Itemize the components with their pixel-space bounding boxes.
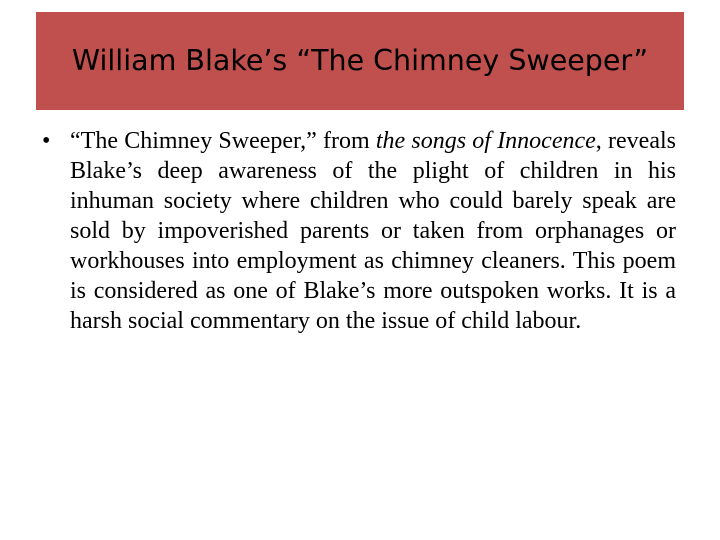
bullet-icon: • bbox=[42, 128, 51, 154]
slide-body bbox=[42, 126, 678, 336]
bullet-item bbox=[42, 126, 678, 336]
title-banner bbox=[36, 12, 684, 110]
paragraph-emphasis: the songs of Innocence bbox=[375, 128, 596, 154]
slide-title: William Blake’s “The Chimney Sweeper” bbox=[71, 44, 649, 77]
bullet-paragraph bbox=[70, 126, 676, 336]
paragraph-lead: “The Chimney Sweeper,” from bbox=[70, 128, 376, 154]
paragraph-rest: , reveals Blake’s deep awareness of the plight of children in his inhuman society where children who could barely speak are sold by impoverished parents or taken from orphanages or workhouses into employment as chimney cleaners. This poem is considered as one of Blake’s more outspoken works. It is a harsh social commentary on the issue of child labour. bbox=[70, 128, 676, 334]
